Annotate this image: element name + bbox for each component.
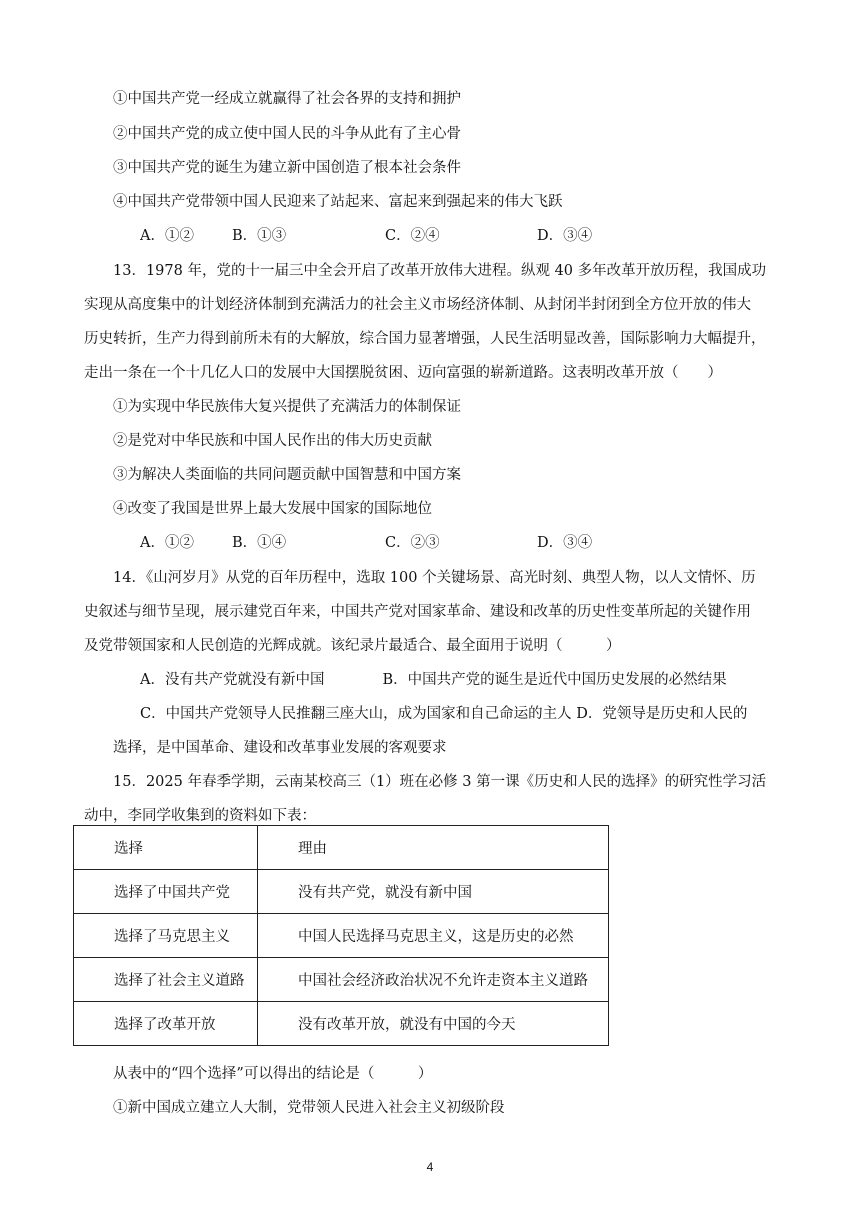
table-cell: 没有共产党，就没有新中国 <box>258 870 609 914</box>
choices-table <box>73 825 609 1046</box>
table-header-cell: 理由 <box>258 826 609 870</box>
q15-item-1: ①新中国成立建立人大制，党带领人民进入社会主义初级阶段 <box>113 1100 505 1116</box>
q13-item-1: ①为实现中华民族伟大复兴提供了充满活力的体制保证 <box>113 399 461 415</box>
table-cell: 中国社会经济政治状况不允许走资本主义道路 <box>258 958 609 1002</box>
page-number: 4 <box>426 1160 434 1174</box>
q14-stem-line-2: 史叙述与细节呈现，展示建党百年来，中国共产党对国家革命、建设和改革的历史性变革所起的关键作用 <box>84 604 751 620</box>
q12-option-d[interactable]: D．③④ <box>537 228 593 244</box>
q13-option-c[interactable]: C．②③ <box>385 535 440 551</box>
table-row <box>74 870 609 914</box>
q14-stem-line-1: 14．《山河岁月》从党的百年历程中，选取 100 个关键场景、高光时刻、典型人物，以人文情怀、历 <box>113 570 756 586</box>
q13-item-2: ②是党对中华民族和中国人民作出的伟大历史贡献 <box>113 433 432 449</box>
q13-options <box>0 533 860 553</box>
q14-options-line-2[interactable]: C．中国共产党领导人民推翻三座大山，成为国家和自己命运的主人 D．党领导是历史和人民的 <box>140 706 748 722</box>
q12-item-1: ①中国共产党一经成立就赢得了社会各界的支持和拥护 <box>113 91 461 107</box>
q13-item-3: ③为解决人类面临的共同问题贡献中国智慧和中国方案 <box>113 467 461 483</box>
q13-option-a[interactable]: A．①② <box>140 535 194 551</box>
q13-stem-line-4: 走出一条在一个十几亿人口的发展中大国摆脱贫困、迈向富强的崭新道路。这表明改革开放（ ） <box>84 365 722 381</box>
q13-option-b[interactable]: B．①④ <box>232 535 287 551</box>
table-cell: 选择了社会主义道路 <box>74 958 258 1002</box>
q15-stem-line-1: 15．2025 年春季学期，云南某校高三（1）班在必修 3 第一课《历史和人民的选择》的研究性学习活 <box>113 774 767 790</box>
q12-item-4: ④中国共产党带领中国人民迎来了站起来、富起来到强起来的伟大飞跃 <box>113 194 563 210</box>
q15-stem-line-2: 动中，李同学收集到的资料如下表： <box>84 808 316 824</box>
q14-options-line-3[interactable]: 选择，是中国革命、建设和改革事业发展的客观要求 <box>113 740 447 756</box>
table-header-cell: 选择 <box>74 826 258 870</box>
q14-options-line-1[interactable]: A．没有共产党就没有新中国 B．中国共产党的诞生是近代中国历史发展的必然结果 <box>140 672 727 688</box>
q13-stem-line-1: 13．1978 年，党的十一届三中全会开启了改革开放伟大进程。纵观 40 多年改革开放历程，我国成功 <box>113 263 767 279</box>
q12-option-c[interactable]: C．②④ <box>385 228 440 244</box>
q13-stem-line-2: 实现从高度集中的计划经济体制到充满活力的社会主义市场经济体制、从封闭半封闭到全方位开放的伟大 <box>84 297 751 313</box>
q12-option-b[interactable]: B．①③ <box>232 228 287 244</box>
table-cell: 选择了马克思主义 <box>74 914 258 958</box>
q12-item-2: ②中国共产党的成立使中国人民的斗争从此有了主心骨 <box>113 126 461 142</box>
q13-option-d[interactable]: D．③④ <box>537 535 593 551</box>
table-cell: 没有改革开放，就没有中国的今天 <box>258 1002 609 1046</box>
table-row <box>74 914 609 958</box>
q13-stem-line-3: 历史转折，生产力得到前所未有的大解放，综合国力显著增强，人民生活明显改善，国际影响力大幅提升， <box>84 331 766 347</box>
q12-item-3: ③中国共产党的诞生为建立新中国创造了根本社会条件 <box>113 160 461 176</box>
q12-options <box>0 226 860 246</box>
q14-stem-line-3: 及党带领国家和人民创造的光辉成就。该纪录片最适合、最全面用于说明（ ） <box>84 638 621 654</box>
q15-question: 从表中的“四个选择”可以得出的结论是（ ） <box>113 1066 433 1082</box>
table-cell: 选择了中国共产党 <box>74 870 258 914</box>
table-header-row <box>74 826 609 870</box>
table-row <box>74 1002 609 1046</box>
table-cell: 选择了改革开放 <box>74 1002 258 1046</box>
table-cell: 中国人民选择马克思主义，这是历史的必然 <box>258 914 609 958</box>
q12-option-a[interactable]: A．①② <box>140 228 194 244</box>
table-row <box>74 958 609 1002</box>
q13-item-4: ④改变了我国是世界上最大发展中国家的国际地位 <box>113 501 432 517</box>
